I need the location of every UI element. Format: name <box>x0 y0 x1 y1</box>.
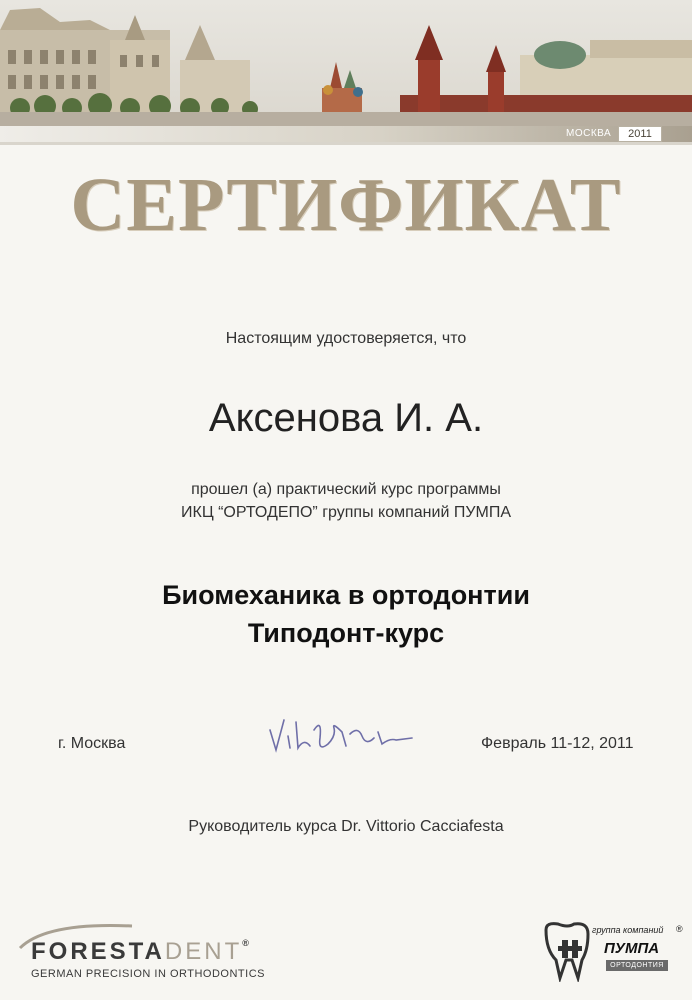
course-name-1: Биомеханика в ортодонтии <box>162 580 530 610</box>
pumpa-logo <box>540 920 685 990</box>
pumpa-group-label: группа компаний <box>592 925 664 935</box>
place-label: г. Москва <box>58 735 126 752</box>
panorama-illustration <box>0 0 692 145</box>
course-line-2: ИКЦ “ОРТОДЕПО” группы компаний ПУМПА <box>181 504 511 521</box>
pumpa-subtitle: ОРТОДОНТИЯ <box>606 960 668 971</box>
course-director: Руководитель курса Dr. Vittorio Cacciafesta <box>188 818 504 835</box>
date-label: Февраль 11-12, 2011 <box>481 735 634 752</box>
forestadent-logo <box>16 920 296 990</box>
course-line-1: прошел (а) практический курс программы <box>191 481 501 498</box>
forestadent-name: FORESTADENT® <box>31 938 252 965</box>
recipient-name: Аксенова И. А. <box>208 396 484 440</box>
certificate-title: СЕРТИФИКАТ <box>70 163 622 247</box>
pumpa-name: ПУМПА <box>604 940 660 957</box>
course-name-2: Типодонт-курс <box>247 618 445 648</box>
forestadent-tagline: GERMAN PRECISION IN ORTHODONTICS <box>31 968 265 980</box>
signature-icon <box>262 708 422 758</box>
city-label: МОСКВА <box>566 128 612 139</box>
intro-text: Настоящим удостоверяется, что <box>225 330 467 347</box>
year-label: 2011 <box>618 126 662 142</box>
moscow-panorama-header <box>0 0 692 145</box>
pumpa-registered-mark: ® <box>676 924 683 934</box>
